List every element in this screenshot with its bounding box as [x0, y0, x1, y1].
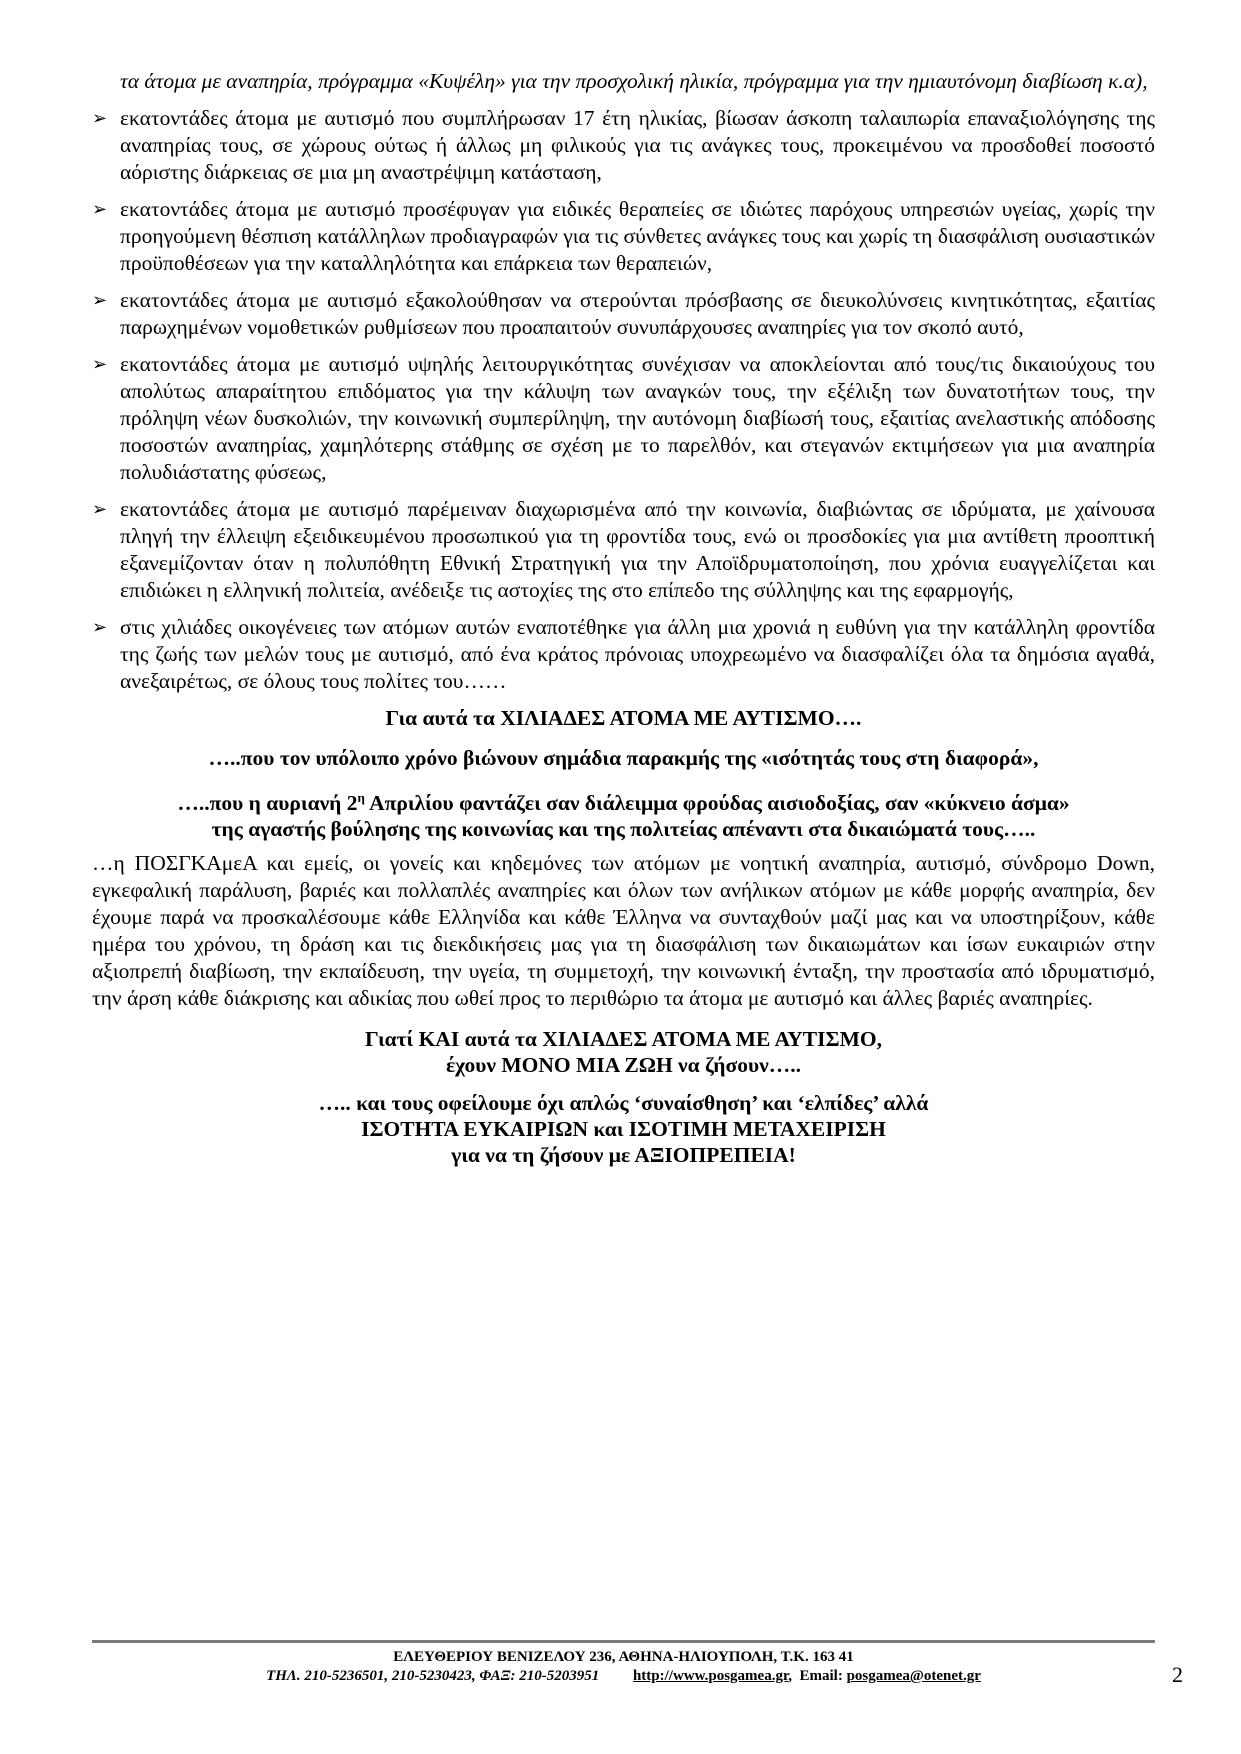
list-item — [92, 196, 1155, 277]
footer-phones: ΤΗΛ. 210-5236501, 210-5230423, ΦΑΞ: 210-5203951 — [266, 1668, 600, 1684]
arrow-bullet-icon: ➢ — [92, 108, 108, 128]
bullet-list — [92, 105, 1155, 695]
footer-contacts: ΤΗΛ. 210-5236501, 210-5230423, ΦΑΞ: 210-5203951 http://www.posgamea.gr, Email: posgamea@otenet.gr — [266, 1668, 981, 1684]
list-item-text: εκατοντάδες άτομα με αυτισμό που συμπλήρωσαν 17 έτη ηλικίας, βίωσαν άσκοπη ταλαιπωρία επαναξιολόγησης της αναπηρίας τους, σε χώρους ούτως ή άλλως μη φιλικούς για τις ανάγκες τους, προκειμένου να προσδοθεί ποσοστό αόριστης διάρκειας σε μια μη αναστρέψιμη κατάσταση, — [120, 106, 1155, 184]
list-item-text: εκατοντάδες άτομα με αυτισμό εξακολούθησαν να στερούνται πρόσβασης σε διευκολύνσεις κινητικότητας, εξαιτίας παρωχημένων νομοθετικών ρυθμίσεων που προαπαιτούν συνυπάρχουσες αναπηρίες για τον σκοπό αυτό, — [120, 288, 1155, 339]
list-item — [92, 105, 1155, 186]
closing-line: έχουν ΜΟΝΟ ΜΙΑ ΖΩΗ να ζήσουν….. — [446, 1053, 801, 1078]
lead-fragment: τα άτομα με αναπηρία, πρόγραμμα «Κυψέλη» για την προσχολική ηλικία, πρόγραμμα για την ημιαυτόνομη διαβίωση κ.α), — [120, 69, 1148, 93]
heading-thousands: Για αυτά τα ΧΙΛΙΑΔΕΣ ΑΤΟΜΑ ΜΕ ΑΥΤΙΣΜΟ…. — [385, 706, 862, 730]
footer-divider — [92, 1640, 1155, 1643]
list-item — [92, 496, 1155, 604]
arrow-bullet-icon: ➢ — [92, 199, 108, 219]
arrow-bullet-icon: ➢ — [92, 617, 108, 637]
footer-address: ΕΛΕΥΘΕΡΙΟΥ ΒΕΝΙΖΕΛΟΥ 236, ΑΘΗΝΑ-ΗΛΙΟΥΠΟΛΗ, Τ.Κ. 163 41 — [393, 1649, 854, 1665]
arrow-bullet-icon: ➢ — [92, 499, 108, 519]
footer-email-label: Email: — [799, 1668, 843, 1684]
closing-line: ΙΣΟΤΗΤΑ ΕΥΚΑΙΡΙΩΝ και ΙΣΟΤΙΜΗ ΜΕΤΑΧΕΙΡΙΣΗ — [361, 1117, 886, 1142]
body-paragraph: …η ΠΟΣΓΚΑμεΑ και εμείς, οι γονείς και κηδεμόνες των ατόμων με νοητική αναπηρία, αυτισμό, σύνδρομο Down, εγκεφαλική παράλυση, βαριές και πολλαπλές αναπηρίες και όλων των ανήλικων ατόμων με κάθε μορφής αναπηρία, δεν έχουμε παρά να προσκαλέσουμε κάθε Ελληνίδα και κάθε Έλληνα να συνταχθούν μαζί μας και να υποστηρίξουν, κάθε ημέρα του χρόνου, τη δράση και τις διεκδικήσεις μας για τη διασφάλιση των δικαιωμάτων και ίσων ευκαιριών στην αξιοπρεπή διαβίωση, την εκπαίδευση, την υγεία, τη συμμετοχή, την κοινωνική ένταξη, την προστασία από ιδρυματισμό, την άρση κάθε διάκρισης και αδικίας που ωθεί προς το περιθώριο τα άτομα με αυτισμό και άλλες βαριές αναπηρίες. — [92, 851, 1155, 1011]
list-item-text: εκατοντάδες άτομα με αυτισμό υψηλής λειτουργικότητας συνέχισαν να αποκλείονται από τους/τις δικαιούχους του απολύτως απαραίτητου επιδόματος για την κάλυψη των αναγκών τους, την εξέλιξη των δυνατοτήτων τους, την πρόληψη νέων δυσκολιών, την κοινωνική συμπερίληψη, την αυτόνομη διαβίωσή τους, εξαιτίας ανελαστικής απόδοσης ποσοστών αναπηρίας, χαμηλότερης στάθμης σε σχέση με το παρελθόν, και στεγανών εκτιμήσεων για μια αναπηρία πολυδιάστατης φύσεως, — [120, 352, 1155, 484]
page-content — [92, 68, 1155, 1168]
closing-line: Γιατί ΚΑΙ αυτά τα ΧΙΛΙΑΔΕΣ ΑΤΟΜΑ ΜΕ ΑΥΤΙΣΜΟ, — [365, 1027, 882, 1052]
arrow-bullet-icon: ➢ — [92, 290, 108, 310]
page-number: 2 — [1172, 1662, 1183, 1687]
list-item — [92, 351, 1155, 486]
heading-rest-of-year: …..που τον υπόλοιπο χρόνο βιώνουν σημάδια παρακμής της «ισότητάς τους στη διαφορά», — [208, 746, 1039, 770]
website-link[interactable]: http://www.posgamea.gr — [632, 1668, 789, 1684]
heading-april-2-sup: η — [357, 790, 365, 805]
closing-line: για να τη ζήσουν με ΑΞΙΟΠΡΕΠΕΙΑ! — [451, 1143, 796, 1168]
list-item-text: στις χιλιάδες οικογένειες των ατόμων αυτών εναποτέθηκε για άλλη μια χρονιά η ευθύνη για την κατάλληλη φροντίδα της ζωής των μελών τους με αυτισμό, από ένα κράτος πρόνοιας υποχρεωμένο να διασφαλίζει όλα τα δημόσια αγαθά, ανεξαιρέτως, σε όλους τους πολίτες του…… — [120, 615, 1155, 693]
list-item-text: εκατοντάδες άτομα με αυτισμό παρέμειναν διαχωρισμένα από την κοινωνία, διαβιώντας σε ιδρύματα, με χαίνουσα πληγή την έλλειψη εξειδικευμένου προσωπικού για τη φροντίδα τους, ενώ οι προσδοκίες για μια αντίθετη προοπτική εξανεμίζονταν όταν η πολυπόθητη Εθνική Στρατηγική για την Αποϊδρυματοποίηση, που χρόνια ευαγγελίζεται και επιδιώκει η ελληνική πολιτεία, ανέδειξε τις αστοχίες της στο επίπεδο της σύλληψης και της εφαρμογής, — [120, 497, 1155, 602]
list-item — [92, 614, 1155, 695]
heading-april-2-post: Απριλίου φαντάζει σαν διάλειμμα φρούδας αισιοδοξίας, σαν «κύκνειο άσμα» — [364, 791, 1070, 816]
arrow-bullet-icon: ➢ — [92, 354, 108, 374]
heading-april-2-pre: …..που η αυριανή 2 — [177, 791, 358, 816]
heading-april-2 — [92, 785, 1155, 842]
list-item-text: εκατοντάδες άτομα με αυτισμό προσέφυγαν για ειδικές θεραπείες σε ιδιώτες παρόχους υπηρεσιών υγείας, χωρίς την προηγούμενη θέσπιση κατάλληλων προδιαγραφών για τις σύνθετες ανάγκες τους και χωρίς τη διασφάλιση ουσιαστικών προϋποθέσεων για την καταλληλότητα και επάρκεια των θεραπειών, — [120, 197, 1155, 275]
footer — [92, 1648, 1155, 1686]
closing-block — [92, 1090, 1155, 1168]
email-link[interactable]: posgamea@otenet.gr — [846, 1668, 981, 1684]
heading-april-2-line2: της αγαστής βούλησης της κοινωνίας και της πολιτείας απέναντι στα δικαιώματά τους….. — [211, 817, 1036, 842]
closing-statement — [92, 1026, 1155, 1168]
closing-line: ….. και τους οφείλουμε όχι απλώς ‘συναίσθηση’ και ‘ελπίδες’ αλλά — [318, 1091, 929, 1116]
list-item — [92, 287, 1155, 341]
